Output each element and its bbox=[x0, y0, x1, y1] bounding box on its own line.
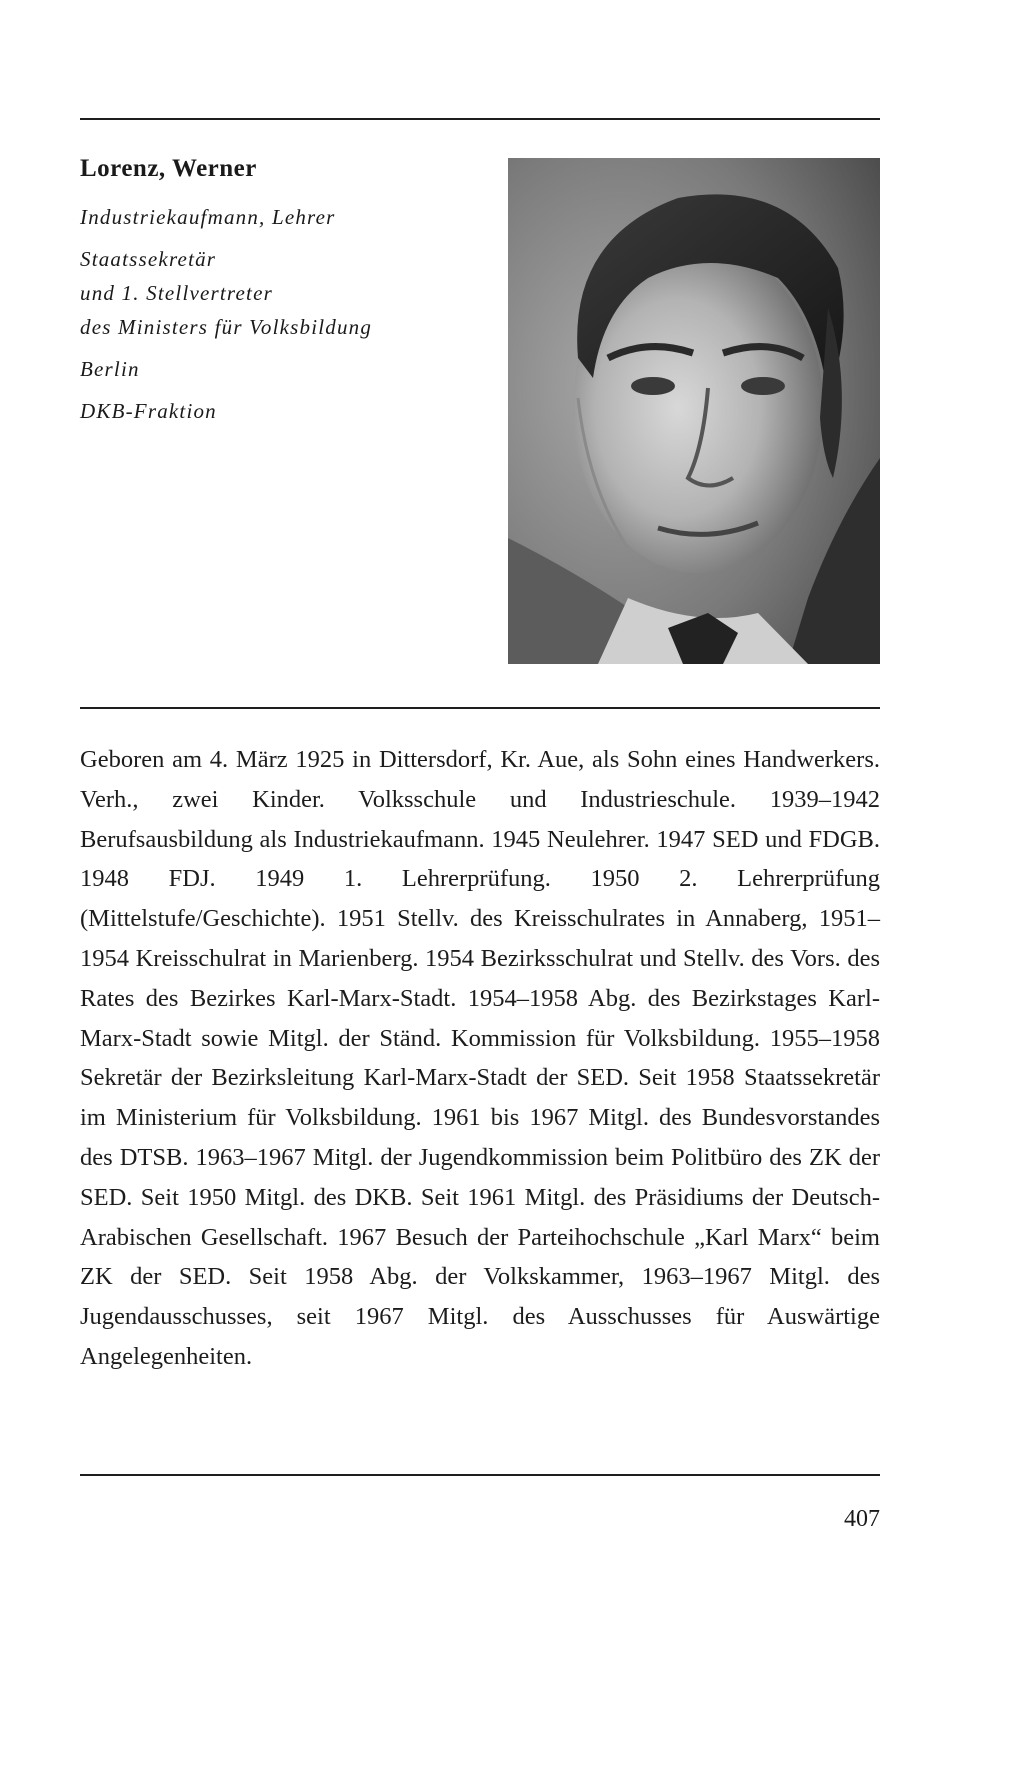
portrait-image bbox=[508, 158, 880, 664]
role-occupation: Industriekaufmann, Lehrer bbox=[80, 205, 336, 229]
role-title: Staatssekretär bbox=[80, 247, 217, 271]
portrait-photo bbox=[508, 158, 880, 664]
person-name: Lorenz, Werner bbox=[80, 155, 257, 182]
role-location: Berlin bbox=[80, 357, 140, 381]
role-faction: DKB-Fraktion bbox=[80, 399, 217, 423]
page-number: 407 bbox=[844, 1506, 880, 1532]
top-rule bbox=[80, 118, 880, 120]
middle-rule bbox=[80, 707, 880, 709]
bottom-rule bbox=[80, 1474, 880, 1476]
role-title-cont: und 1. Stellvertreter bbox=[80, 281, 273, 305]
role-ministry: des Ministers für Volksbildung bbox=[80, 315, 373, 339]
biography-text: Geboren am 4. März 1925 in Dittersdorf, Kr. Aue, als Sohn eines Handwerkers. Verh., zwei Kinder. Volksschule und Industrieschule. 1939–1942 Berufsausbildung als Industriekaufmann. 1945 Neulehrer. 1947 SED und FDGB. 1948 FDJ. 1949 1. Lehrerprüfung. 1950 2. Lehrerprüfung (Mittelstufe/Geschichte). 1951 Stellv. des Kreisschulrates in Annaberg, 1951–1954 Kreisschulrat in Marienberg. 1954 Bezirksschulrat und Stellv. des Vors. des Rates des Bezirkes Karl-Marx-Stadt. 1954–1958 Abg. des Bezirkstages Karl-Marx-Stadt sowie Mitgl. der Ständ. Kommission für Volksbildung. 1955–1958 Sekretär der Bezirksleitung Karl-Marx-Stadt der SED. Seit 1958 Staatssekretär im Ministerium für Volksbildung. 1961 bis 1967 Mitgl. des Bundesvorstandes des DTSB. 1963–1967 Mitgl. der Jugendkommission beim Politbüro des ZK der SED. Seit 1950 Mitgl. des DKB. Seit 1961 Mitgl. des Präsidiums der Deutsch-Arabischen Gesellschaft. 1967 Besuch der Parteihochschule „Karl Marx“ beim ZK der SED. Seit 1958 Abg. der Volkskammer, 1963–1967 Mitgl. des Jugendausschusses, seit 1967 Mitgl. des Ausschusses für Auswärtige Angelegenheiten. bbox=[80, 746, 880, 1370]
entry-header bbox=[80, 152, 500, 428]
